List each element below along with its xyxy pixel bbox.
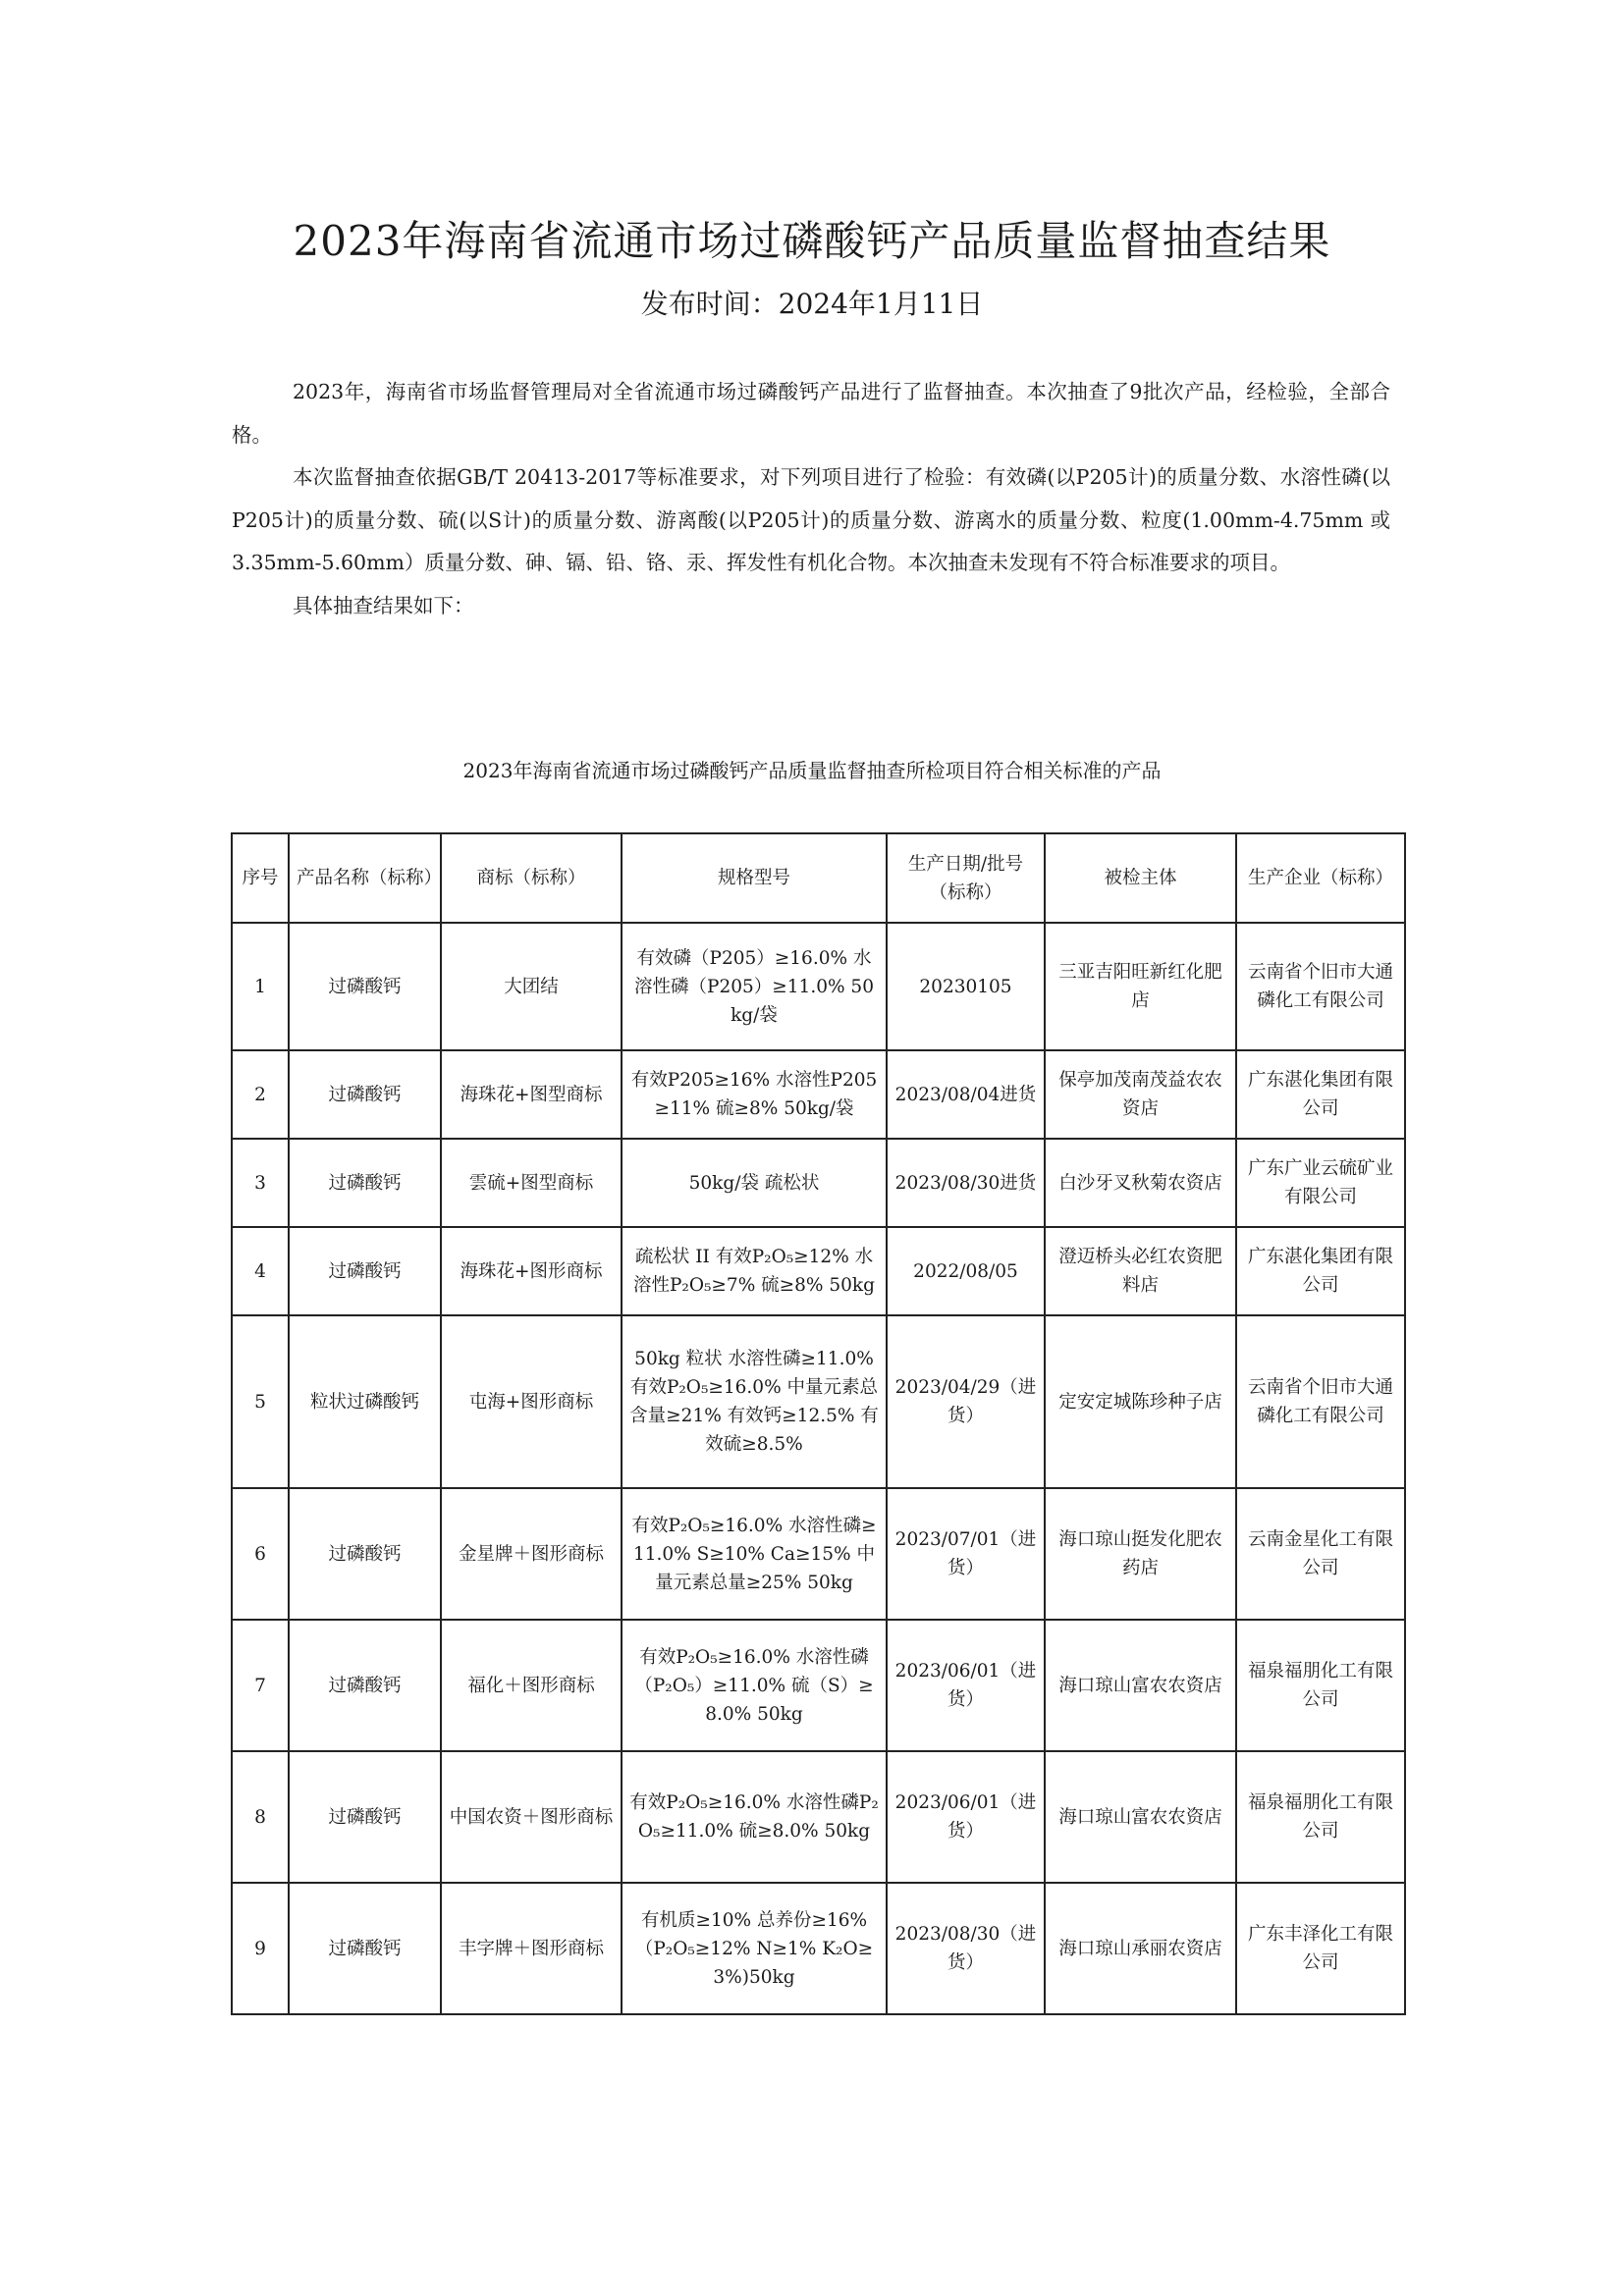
table-cell: 过磷酸钙 [289,1139,441,1227]
table-cell: 丰字牌＋图形商标 [441,1883,622,2014]
table-cell: 5 [232,1315,289,1488]
table-cell: 2023/08/30进货 [887,1139,1045,1227]
table-row [232,923,1405,1050]
intro-paragraph: 具体抽查结果如下： [293,593,474,617]
table-cell: 福泉福朋化工有限公司 [1236,1620,1405,1751]
table-cell: 海口琼山承丽农资店 [1045,1883,1236,2014]
header-cell: 商标（标称） [441,833,622,923]
table-cell: 疏松状 II 有效P₂O₅≥12% 水溶性P₂O₅≥7% 硫≥8% 50kg [622,1227,887,1315]
table-cell: 20230105 [887,923,1045,1050]
intro-text [232,371,1390,627]
table-header-row [232,833,1405,923]
table-cell: 白沙牙叉秋菊农资店 [1045,1139,1236,1227]
table-cell: 粒状过磷酸钙 [289,1315,441,1488]
table-cell: 过磷酸钙 [289,1751,441,1883]
header-cell: 序号 [232,833,289,923]
table-row [232,1620,1405,1751]
table-cell: 2023/08/30（进货） [887,1883,1045,2014]
table-cell: 有机质≥10% 总养份≥16%（P₂O₅≥12% N≥1% K₂O≥3%)50kg [622,1883,887,2014]
header-cell: 生产企业（标称） [1236,833,1405,923]
document-title: 2023年海南省流通市场过磷酸钙产品质量监督抽查结果 [293,217,1331,265]
table-cell: 金星牌＋图形商标 [441,1488,622,1620]
table-caption: 2023年海南省流通市场过磷酸钙产品质量监督抽查所检项目符合相关标准的产品 [462,759,1162,782]
table-cell: 50kg/袋 疏松状 [622,1139,887,1227]
intro-paragraph: 2023年，海南省市场监督管理局对全省流通市场过磷酸钙产品进行了监督抽查。本次抽查了9批次产品，经检验，全部合格。 [232,380,1390,447]
table-cell: 2022/08/05 [887,1227,1045,1315]
intro-paragraph: 本次监督抽查依据GB/T 20413-2017等标准要求，对下列项目进行了检验：有效磷(以P205计)的质量分数、水溶性磷(以P205计)的质量分数、硫(以S计)的质量分数、游离酸(以P205计)的质量分数、游离水的质量分数、粒度(1.00mm-4.75mm 或3.35mm-5.60mm）质量分数、砷、镉、铅、铬、汞、挥发性有机化合物。本次抽查未发现有不符合标准要求的项目。 [232,465,1390,574]
table-cell: 2023/06/01（进货） [887,1751,1045,1883]
table-cell: 定安定城陈珍种子店 [1045,1315,1236,1488]
table-cell: 保亭加茂南茂益农农资店 [1045,1050,1236,1139]
table-cell: 有效P₂O₅≥16.0% 水溶性磷P₂O₅≥11.0% 硫≥8.0% 50kg [622,1751,887,1883]
table-cell: 2023/06/01（进货） [887,1620,1045,1751]
table-row [232,1488,1405,1620]
table-cell: 过磷酸钙 [289,1488,441,1620]
table-cell: 3 [232,1139,289,1227]
table-cell: 2023/08/04进货 [887,1050,1045,1139]
table-cell: 过磷酸钙 [289,1227,441,1315]
table-cell: 2023/07/01（进货） [887,1488,1045,1620]
table-cell: 2 [232,1050,289,1139]
results-table [231,832,1406,2015]
table-cell: 1 [232,923,289,1050]
table-cell: 福泉福朋化工有限公司 [1236,1751,1405,1883]
table-cell: 海口琼山挺发化肥农药店 [1045,1488,1236,1620]
table-cell: 4 [232,1227,289,1315]
table-cell: 9 [232,1883,289,2014]
table-cell: 三亚吉阳旺新红化肥店 [1045,923,1236,1050]
table-cell: 大团结 [441,923,622,1050]
table-cell: 有效P₂O₅≥16.0% 水溶性磷≥11.0% S≥10% Ca≥15% 中量元素总量≥25% 50kg [622,1488,887,1620]
table-cell: 过磷酸钙 [289,1883,441,2014]
table-cell: 过磷酸钙 [289,1050,441,1139]
table-cell: 8 [232,1751,289,1883]
publish-date: 发布时间：2024年1月11日 [640,288,984,320]
table-row [232,1050,1405,1139]
header-cell: 生产日期/批号（标称） [887,833,1045,923]
table-cell: 过磷酸钙 [289,923,441,1050]
table-cell: 有效磷（P205）≥16.0% 水溶性磷（P205）≥11.0% 50kg/袋 [622,923,887,1050]
table-cell: 50kg 粒状 水溶性磷≥11.0% 有效P₂O₅≥16.0% 中量元素总含量≥21% 有效钙≥12.5% 有效硫≥8.5% [622,1315,887,1488]
table-cell: 云南省个旧市大通磷化工有限公司 [1236,923,1405,1050]
table-cell: 雲硫+图型商标 [441,1139,622,1227]
table-cell: 2023/04/29（进货） [887,1315,1045,1488]
table-row [232,1315,1405,1488]
table-cell: 福化＋图形商标 [441,1620,622,1751]
header-cell: 规格型号 [622,833,887,923]
table-cell: 云南省个旧市大通磷化工有限公司 [1236,1315,1405,1488]
table-cell: 7 [232,1620,289,1751]
table-cell: 海珠花+图型商标 [441,1050,622,1139]
table-cell: 广东广业云硫矿业有限公司 [1236,1139,1405,1227]
table-cell: 中国农资＋图形商标 [441,1751,622,1883]
table-cell: 广东湛化集团有限公司 [1236,1227,1405,1315]
table-cell: 广东丰泽化工有限公司 [1236,1883,1405,2014]
table-row [232,1751,1405,1883]
table-cell: 过磷酸钙 [289,1620,441,1751]
table-row [232,1883,1405,2014]
header-cell: 产品名称（标称） [289,833,441,923]
table-cell: 海珠花+图形商标 [441,1227,622,1315]
table-cell: 6 [232,1488,289,1620]
table-cell: 云南金星化工有限公司 [1236,1488,1405,1620]
table-row [232,1227,1405,1315]
table-cell: 广东湛化集团有限公司 [1236,1050,1405,1139]
table-cell: 有效P₂O₅≥16.0% 水溶性磷（P₂O₅）≥11.0% 硫（S）≥8.0% 50kg [622,1620,887,1751]
table-cell: 海口琼山富农农资店 [1045,1620,1236,1751]
table-cell: 海口琼山富农农资店 [1045,1751,1236,1883]
table-cell: 有效P205≥16% 水溶性P205≥11% 硫≥8% 50kg/袋 [622,1050,887,1139]
table-row [232,1139,1405,1227]
header-cell: 被检主体 [1045,833,1236,923]
table-cell: 澄迈桥头必红农资肥料店 [1045,1227,1236,1315]
table-cell: 屯海+图形商标 [441,1315,622,1488]
